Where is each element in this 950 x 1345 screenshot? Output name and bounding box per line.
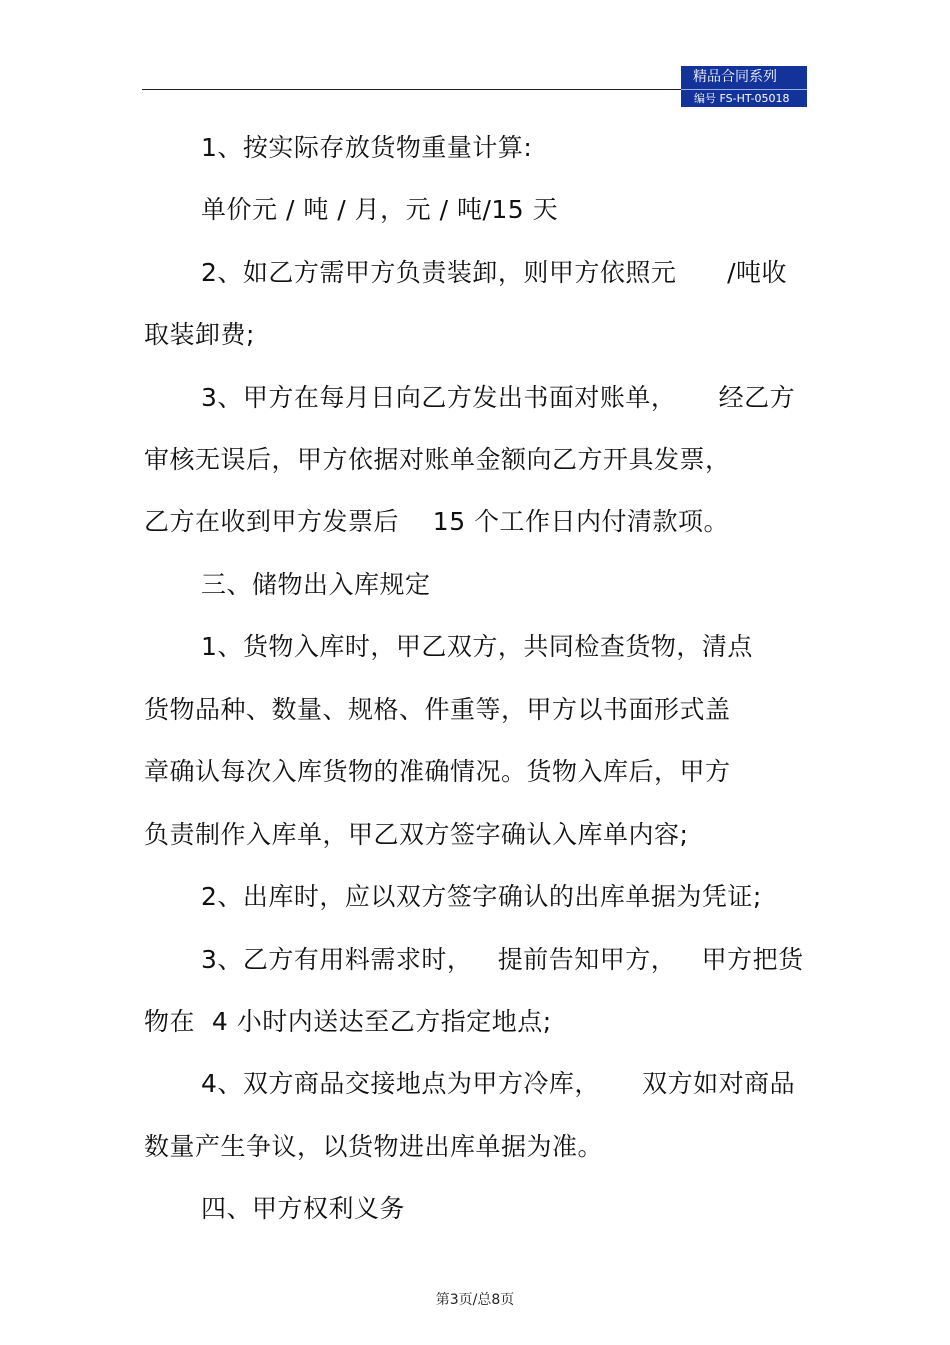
text-line: 1、货物入库时，甲乙双方，共同检查货物，清点 <box>201 632 753 661</box>
text-line: 物在 4 小时内送达至乙方指定地点; <box>144 1007 552 1036</box>
text-line: 1、按实际存放货物重量计算: <box>201 133 533 162</box>
text-line: 4、双方商品交接地点为甲方冷库， 双方如对商品 <box>201 1069 796 1098</box>
section-heading: 四、甲方权利义务 <box>201 1194 406 1223</box>
text-line: 章确认每次入库货物的准确情况。货物入库后，甲方 <box>144 757 731 786</box>
document-code: 编号 FS-HT-05018 <box>694 92 790 105</box>
series-title: 精品合同系列 <box>693 69 777 85</box>
section-heading: 三、储物出入库规定 <box>201 570 431 599</box>
text-line: 2、出库时，应以双方签字确认的出库单据为凭证; <box>201 882 762 911</box>
text-line: 3、甲方在每月日向乙方发出书面对账单， 经乙方 <box>201 383 796 412</box>
page-number: 第3页/总8页 <box>435 1292 515 1308</box>
text-line: 乙方在收到甲方发票后 15 个工作日内付清款项。 <box>144 507 730 536</box>
text-line: 负责制作入库单，甲乙双方签字确认入库单内容; <box>144 820 689 849</box>
text-line: 货物品种、数量、规格、件重等，甲方以书面形式盖 <box>144 695 731 724</box>
text-line: 取装卸费; <box>144 320 255 349</box>
text-line: 单价元 / 吨 / 月，元 / 吨/15 天 <box>201 195 559 224</box>
text-line: 2、如乙方需甲方负责装卸，则甲方依照元 /吨收 <box>201 258 788 287</box>
text-line: 数量产生争议，以货物进出库单据为准。 <box>144 1132 604 1161</box>
text-line: 审核无误后，甲方依据对账单金额向乙方开具发票， <box>144 445 731 474</box>
text-line: 3、乙方有用料需求时， 提前告知甲方， 甲方把货 <box>201 945 804 974</box>
